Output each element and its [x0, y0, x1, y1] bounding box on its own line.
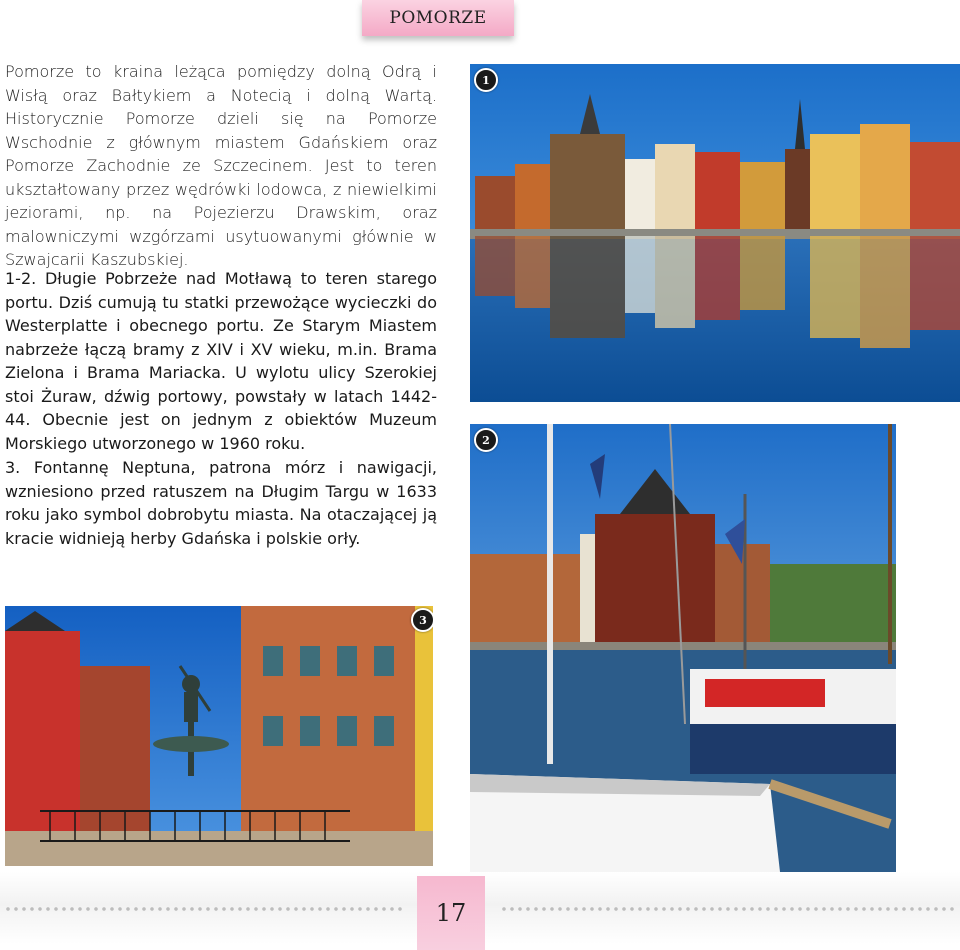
caption-3 [5, 456, 437, 550]
photo-harbour [470, 424, 896, 872]
harbour-illustration [470, 424, 896, 872]
intro-paragraph [5, 60, 437, 272]
photo-number-badge: 2 [474, 428, 498, 452]
footer-dots-right [500, 906, 956, 912]
caption-1-2 [5, 267, 437, 455]
caption-1-2-text: 1-2. Długie Pobrzeże nad Motławą to teren starego portu. Dziś cumują tu statki przewożące wycieczki do Westerplatte i obecnego portu. Ze Starym Miastem nabrzeże łączą bramy z XIV i XV wieku, m.in. Brama Zielona i Brama Mariacka. U wylotu ulicy Szerokiej stoi Żuraw, dźwig portowy, powstały w latach 1442-44. Obecnie jest on jednym z obiektów Muzeum Morskiego utworzonego w 1960 roku. [5, 269, 437, 453]
photo-waterfront [470, 64, 960, 402]
caption-3-text: 3. Fontannę Neptuna, patrona mórz i nawigacji, wzniesiono przed ratuszem na Długim Targu w 1633 roku jako symbol dobrobytu miasta. Na otaczającej ją kracie widnieją herby Gdańska i polskie orły. [5, 458, 437, 548]
photo-number-badge: 3 [411, 608, 433, 632]
page-number-box [417, 876, 485, 950]
fountain-illustration [5, 606, 433, 866]
section-title: POMORZE [389, 8, 487, 28]
section-tab [362, 0, 514, 36]
page-number: 17 [435, 899, 467, 927]
photo-neptune-fountain [5, 606, 433, 866]
intro-text: Pomorze to kraina leżąca pomiędzy dolną Odrą i Wisłą oraz Bałtykiem a Notecią i dolną Wartą. Historycznie Pomorze dzieli się na Pomorze Wschodnie z głównym miastem Gdańskiem oraz Pomorze Zachodnie ze Szczecinem. Jest to teren ukształtowany przez wędrówki lodowca, z niewielkimi jeziorami, np. na Pojezierzu Drawskim, oraz malowniczymi wzgórzami usytuowanymi głównie w Szwajcarii Kaszubskiej. [5, 62, 437, 269]
footer-dots-left [4, 906, 404, 912]
photo-number-badge: 1 [474, 68, 498, 92]
waterfront-illustration [470, 64, 960, 402]
